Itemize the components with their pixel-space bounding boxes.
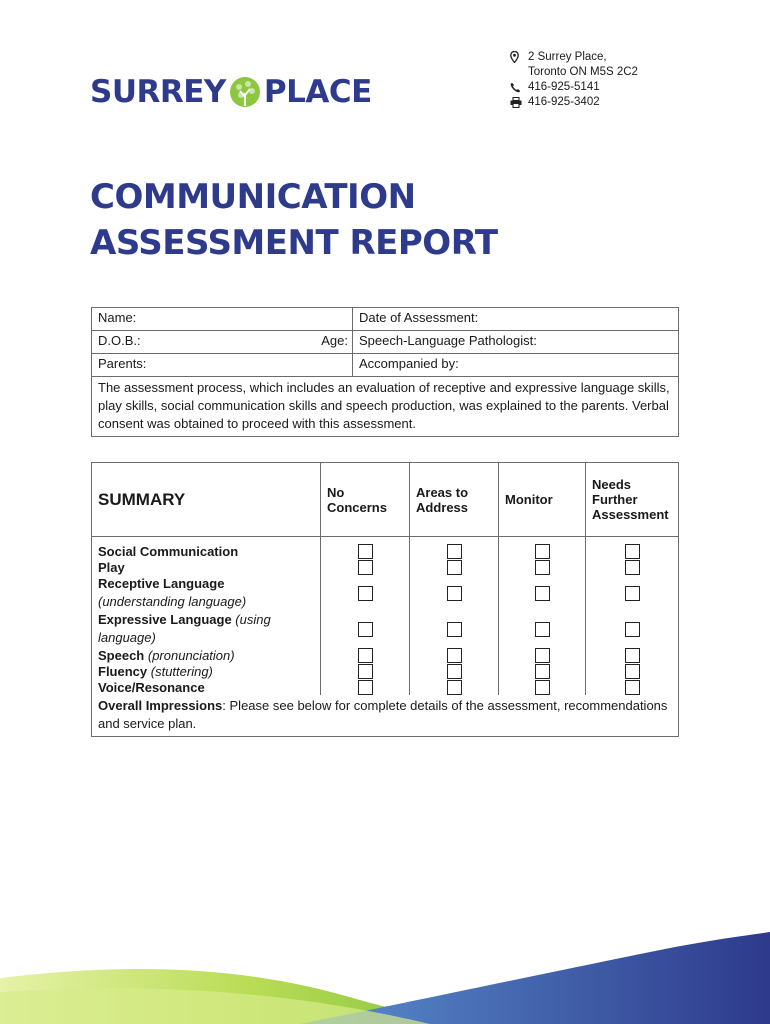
col-no-concerns: No Concerns [321,463,410,537]
row-note: (stuttering) [150,663,213,679]
logo-text-left: SURREY [90,74,226,110]
row-note: (pronunciation) [147,647,235,663]
checkbox[interactable] [447,680,462,695]
row-label-text: Expressive Language [98,612,232,628]
col-areas-to-address: Areas to Address [410,463,499,537]
checkbox[interactable] [447,586,462,601]
consent-description: The assessment process, which includes an evaluation of receptive and expressive language skills, play skills, social communication skills and speech production, was explained to the parents. Verbal consent was obtained to proceed with this assessment. [92,377,679,437]
checkbox[interactable] [625,544,640,559]
checkbox[interactable] [358,680,373,695]
slp-field[interactable] [353,331,679,354]
row-label-text: Social Communication [98,543,239,559]
name-field[interactable] [92,308,353,331]
tree-icon [228,75,262,109]
checkbox[interactable] [358,664,373,679]
row-note: (understanding language) [98,594,247,610]
row-label-text: Receptive Language [98,576,225,592]
checkbox[interactable] [535,586,550,601]
checkbox[interactable] [535,664,550,679]
table-row [92,611,679,647]
slp-label: Speech-Language Pathologist: [359,333,537,348]
date-label: Date of Assessment: [359,310,479,325]
checkbox[interactable] [625,622,640,637]
row-label [92,537,321,560]
overall-impressions-row [92,695,679,737]
checkbox[interactable] [447,664,462,679]
summary-table [91,462,679,737]
table-row [92,679,679,695]
row-label [92,559,321,575]
contact-block [510,50,638,110]
row-label-text: Speech [98,647,145,663]
row-note: (using language) [98,612,271,646]
table-row [92,647,679,663]
overall-label: Overall Impressions [98,698,223,714]
location-pin-icon [510,50,528,65]
fax-number: 416-925-3402 [528,96,600,108]
col-needs-further-assessment: Needs Further Assessment [586,463,679,537]
summary-heading: SUMMARY [92,463,321,537]
logo-text-right: PLACE [263,74,372,110]
table-row [92,559,679,575]
row-label [92,663,321,679]
row-label-text: Fluency [98,663,148,679]
address-line-2: Toronto ON M5S 2C2 [528,66,638,78]
checkbox[interactable] [625,664,640,679]
overall-impressions [92,695,679,737]
table-row [92,575,679,611]
checkbox[interactable] [625,560,640,575]
row-label-text: Play [98,559,125,575]
checkbox[interactable] [358,622,373,637]
parents-label: Parents: [98,356,147,371]
report-title [90,174,498,266]
table-row [92,663,679,679]
accompanied-label: Accompanied by: [359,356,459,371]
age-label: Age: [321,333,348,348]
dob-label: D.O.B.: [98,333,141,348]
checkbox[interactable] [358,586,373,601]
checkbox[interactable] [625,680,640,695]
checkbox[interactable] [358,544,373,559]
row-label [92,647,321,663]
checkbox[interactable] [358,560,373,575]
table-row [92,537,679,560]
checkbox[interactable] [447,648,462,663]
checkbox[interactable] [535,648,550,663]
checkbox[interactable] [625,648,640,663]
parents-field[interactable] [92,354,353,377]
checkbox[interactable] [447,560,462,575]
name-label: Name: [98,310,137,325]
row-label-text: Voice/Resonance [98,679,205,695]
checkbox[interactable] [447,622,462,637]
phone-number: 416-925-5141 [528,81,600,93]
overall-text: : Please see below for complete details of the assessment, recommendations and service plan. [98,698,668,732]
checkbox[interactable] [535,680,550,695]
client-info-table [91,307,679,437]
dob-field[interactable] [92,331,353,354]
address-line-1: 2 Surrey Place, [528,51,607,63]
row-label [92,611,321,647]
accompanied-field[interactable] [353,354,679,377]
title-line-1: COMMUNICATION [90,177,416,217]
checkbox[interactable] [535,622,550,637]
checkbox[interactable] [535,544,550,559]
checkbox[interactable] [535,560,550,575]
title-line-2: ASSESSMENT REPORT [90,223,498,263]
decorative-wave [0,930,770,1024]
checkbox[interactable] [447,544,462,559]
checkbox[interactable] [625,586,640,601]
col-monitor: Monitor [499,463,586,537]
fax-icon [510,95,528,110]
surrey-place-logo [90,72,372,112]
summary-header-row [92,463,679,537]
row-label [92,575,321,611]
row-label [92,679,321,695]
checkbox[interactable] [358,648,373,663]
phone-icon [510,80,528,95]
date-field[interactable] [353,308,679,331]
